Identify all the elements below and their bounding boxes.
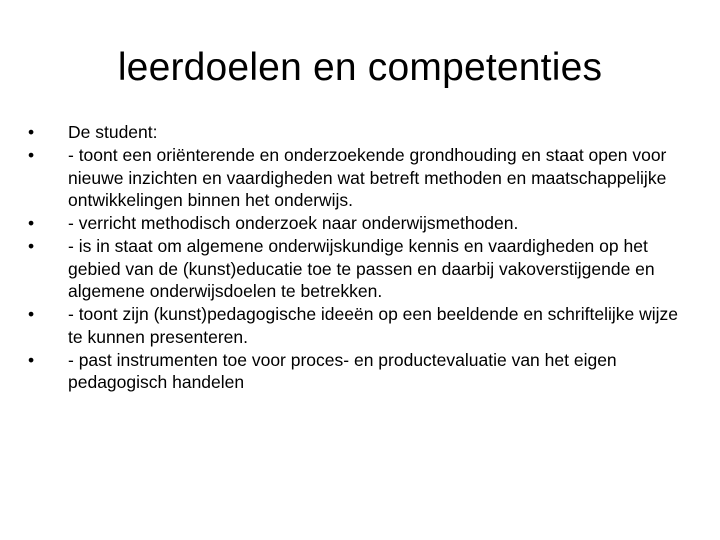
bullet-dot: • <box>28 349 35 370</box>
bullet-item <box>28 235 688 303</box>
bullet-dot: • <box>28 236 35 256</box>
bullet-dot: • <box>28 145 35 165</box>
bullet-list <box>28 121 688 394</box>
bullet-text: - is in staat om algemene onderwijskundige kennis en vaardigheden op het gebied van de (kunst)educatie toe te passen en daarbij vakoverstijgende en algemene onderwijsdoelen te betrekken. <box>68 236 655 301</box>
bullet-text: - toont zijn (kunst)pedagogische ideeën op een beeldende en schriftelijke wijze te kunnen presenteren. <box>68 304 678 347</box>
bullet-item <box>28 121 688 144</box>
bullet-text: - verricht methodisch onderzoek naar onderwijsmethoden. <box>68 213 519 233</box>
bullet-item <box>28 212 688 235</box>
bullet-text: - past instrumenten toe voor proces- en productevaluatie van het eigen pedagogisch handelen <box>68 349 617 392</box>
bullet-text: De student: <box>68 122 158 142</box>
bullet-dot: • <box>28 304 35 324</box>
bullet-dot: • <box>28 213 35 233</box>
bullet-text: - toont een oriënterende en onderzoekende grondhouding en staat open voor nieuwe inzichten en vaardigheden wat betreft methoden en maatschappelijke ontwikkelingen binnen het onderwijs. <box>68 145 667 210</box>
slide-title: leerdoelen en competenties <box>117 46 603 89</box>
bullet-item <box>28 303 688 348</box>
bullet-item <box>28 144 688 212</box>
bullet-item <box>28 349 688 394</box>
bullet-dot: • <box>28 122 35 142</box>
